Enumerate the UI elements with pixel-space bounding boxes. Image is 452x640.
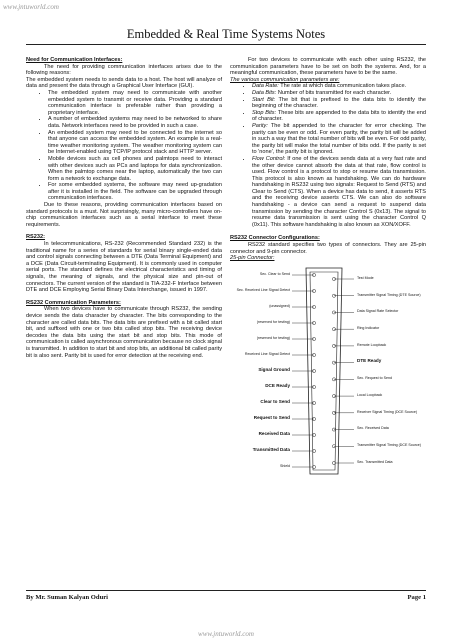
pin-label-left: (reserved for testing) xyxy=(256,335,290,340)
pin-label-right: Local Loopback xyxy=(357,392,383,397)
list-item: • A number of embedded systems may need to be networked to share data. Network interfaces need to be provided in such a case. xyxy=(48,116,222,129)
param-description: Number of bits transmitted for each character. xyxy=(277,89,392,96)
pin-label-left: Request to Send xyxy=(253,414,290,420)
pin-label-left: Shield xyxy=(280,463,290,468)
pin-label-right: DTE Ready xyxy=(357,358,382,364)
need-bullet-list xyxy=(26,90,222,202)
pin-label-left: DCE Ready xyxy=(265,382,290,388)
param-description: The rate at which data communication takes place. xyxy=(280,83,407,90)
param-description: The bit appended to the character for error checking. The parity can be even or odd. For even parity, the parity bit will be added in such a way that the total number of bits will be even. For odd parity, the parity bit will make the total number of bits odd. If the parity is set to 'none', the parity bit is ignored. xyxy=(252,122,426,156)
right-column xyxy=(230,57,426,480)
need-heading: Need for Communication Interfaces: xyxy=(26,57,123,63)
left-column xyxy=(26,57,222,359)
pin-label-left: Sec. Clear to Send xyxy=(259,271,290,276)
footer-page-number: Page 1 xyxy=(407,594,426,601)
pin-label-right: Transmitter Signal Timing (DCE Source) xyxy=(357,443,421,448)
rs232-body: In telecommunications, RS-232 (Recommended Standard 232) is the traditional name for a series of standards for serial binary single-ended data and control signals connecting between a DTE (Data Terminal Equipment) and a DCE (Data Circuit-terminating Equipment). It is commonly used in computer serial ports. The standard defines the electrical characteristics and timing of signals, the meaning of signals, and the physical size and pin-out of connectors. The current version of the standard is TIA-232-F Interface between DTE and DCE Employing Serial Binary Data Interchange, issued in 1997. xyxy=(26,241,222,294)
pin-label-right: Receiver Signal Timing (DCE Source) xyxy=(357,409,418,414)
watermark-top: www.jntuworld.com xyxy=(3,3,59,11)
list-item xyxy=(252,123,426,156)
param-term: Flow Control: xyxy=(252,155,286,162)
rs232-heading: RS232: xyxy=(26,234,45,241)
pin-label-left: Clear to Send xyxy=(260,398,290,404)
pin-label-left: Received Data xyxy=(258,430,290,436)
pin-label-right: Remote Loopback xyxy=(357,342,387,347)
list-item: • The embedded system may need to communicate with another embedded system to transmit or receive data. Providing a standard communication interface is preferable rather than providing a proprietary interface. xyxy=(48,90,222,116)
list-item: • An embedded system may need to be connected to the internet so that anyone can access the embedded system. An example is a real-time weather monitoring system. The weather monitoring system can be Internet-enabled using TCP/IP protocol stack and HTTP server. xyxy=(48,130,222,156)
params-bullet-list xyxy=(230,83,426,228)
page-footer xyxy=(26,594,426,601)
page-header-title: Embedded & Real Time Systems Notes xyxy=(126,27,326,41)
pin-label-left: Transmitted Data xyxy=(252,446,290,452)
pin-label-left: (reserved for testing) xyxy=(256,319,290,324)
pin-label-left: Sec. Received Line Signal Detect xyxy=(236,287,290,292)
pin-label-right: Ring Indicator xyxy=(357,325,380,330)
param-term: Data Bits: xyxy=(252,89,277,96)
pin-label-right: Transmitter Signal Timing (DTE Source) xyxy=(357,292,421,297)
param-term: Parity: xyxy=(252,122,268,129)
param-description: The bit that is prefixed to the data bits to identify the beginning of the character. xyxy=(252,96,426,110)
watermark-bottom: www.jntuworld.com xyxy=(198,630,254,638)
pin-label-right: Sec. Received Data xyxy=(357,426,389,431)
list-item: • Mobile devices such as cell phones and palmtops need to interact with other devices such as PCs and laptops for data synchronization. When the palmtop comes near the laptop, automatically the two can form a network to exchange data. xyxy=(48,156,222,182)
param-term: Data Rate: xyxy=(252,83,279,90)
db25-connector-diagram xyxy=(230,264,426,480)
connector-heading: RS232 Connector Configurations: xyxy=(230,235,320,242)
param-term: Stop Bits: xyxy=(252,109,277,116)
pin-label-right: Sec. Transmitted Data xyxy=(357,459,393,464)
need-intro: The need for providing communication interfaces arises due to the following reasons: xyxy=(26,63,222,77)
footer-rule xyxy=(26,590,426,591)
params-intro: For two devices to communicate with each other using RS232, the communication parameters have to be set on both the systems. And, for a meaningful communication, these parameters have to be the same. xyxy=(230,57,426,77)
pin-label-right: Test Mode xyxy=(357,275,374,280)
list-item xyxy=(252,156,426,229)
list-item: • For some embedded systems, the software may need up-gradation after it is installed in the field. The software can be upgraded through communication interfaces. xyxy=(48,182,222,202)
params-body: When two devices have to communicate through RS232, the sending device sends the data character by character. The bits corresponding to the character are called data bits. The data bits are prefixed with a bit called start bit, and suffixed with one or two bits called stop bits. The receiving device decodes the data bits using the start bit and stop bits. This mode of communication is called asynchronous communication because no clock signal is transmitted. In addition to start bit and stop bits, an additional bit called parity bit is also sent. Parity bit is used for error detection at the receiving end. xyxy=(26,306,222,359)
need-paragraph: The embedded system needs to sends data to a host. The host will analyze of data and present the data through a Graphical User Interface (GUI). xyxy=(26,76,222,90)
header-rule xyxy=(26,44,426,45)
connector-body: RS232 standard specifies two types of connectors. They are 25-pin connector and 9-pin connector. xyxy=(230,242,426,255)
footer-author: By Mr. Suman Kalyan Oduri xyxy=(26,594,109,601)
params-list-label: The various communication parameters are: xyxy=(230,76,340,83)
pin-label-right: Sec. Request to Send xyxy=(357,376,392,381)
param-description: If one of the devices sends data at a very fast rate and the other device cannot absorb the data at that rate, flow control is used. Flow control is a protocol to stop or resume data transmission. This protocol is also known as handshaking. We can do hardware handshaking in RS232 using two signals: Request to Send (RTS) and Clear to Send (CTS). When a device has data to send, it asserts RTS and the receiving device asserts CTS. We can also do software handshaking - a device can send a request to suspend data transmission by sending the character Control S (0x13). The signal to resume data transmission is sent using the character Control Q (0x11). This software handshaking is also known as XON/XOFF. xyxy=(252,155,426,228)
pin-label-left: Signal Ground xyxy=(258,366,290,372)
param-description: These bits are appended to the data bits to identify the end of character. xyxy=(252,109,426,123)
list-item xyxy=(252,97,426,110)
pin-label-right: Data Signal Rate Selector xyxy=(357,309,399,314)
pin-label-left: Received Line Signal Detect xyxy=(244,351,290,356)
pin-label-left: (unassigned) xyxy=(269,303,290,308)
figure-label: 25-pin Connector: xyxy=(230,255,275,262)
params-heading: RS232 Communication Parameters: xyxy=(26,299,121,306)
need-conclusion: Due to these reasons, providing communication interfaces based on standard protocols is a must. Not surprisingly, many micro-controllers have on-chip communication interfaces such as a serial interface to meet these requirements. xyxy=(26,202,222,228)
param-term: Start Bit: xyxy=(252,96,276,103)
list-item xyxy=(252,83,426,90)
list-item xyxy=(252,110,426,123)
list-item xyxy=(252,90,426,97)
